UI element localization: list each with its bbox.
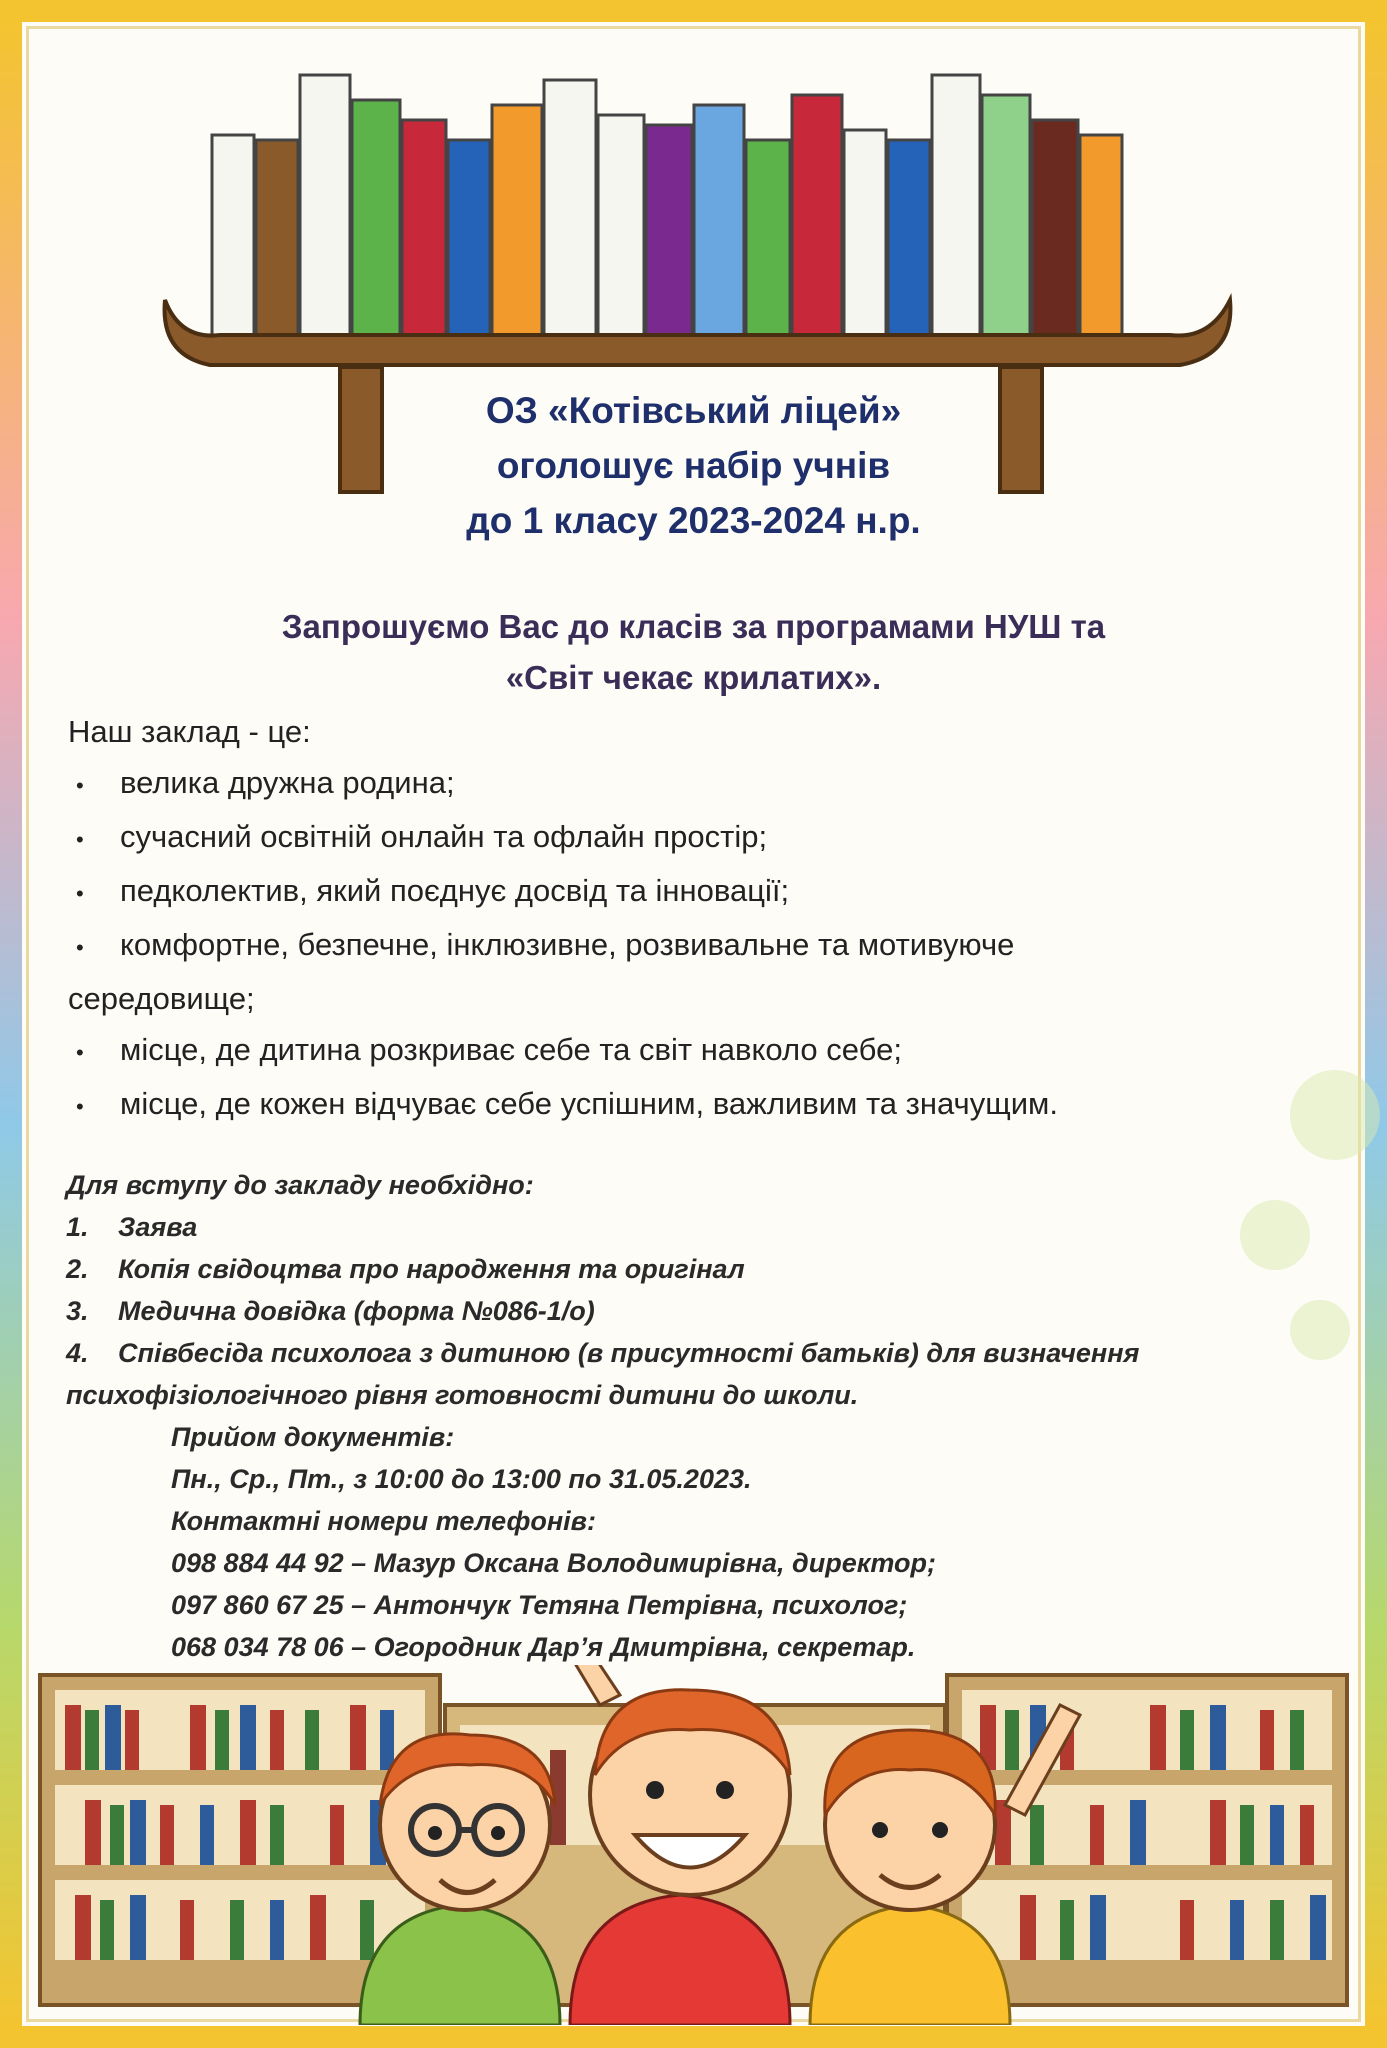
list-item [68, 919, 1328, 973]
contact-line: 098 884 44 92 – Мазур Оксана Володимирівна, директор; [171, 1548, 937, 1578]
bullet-icon: • [76, 827, 84, 852]
book [888, 140, 930, 350]
requirement-text: Копія свідоцтва про народження та оригінал [118, 1254, 745, 1284]
header-line-2: оголошує набір учнів [496, 445, 891, 486]
schedule-hours: Пн., Ср., Пт., з 10:00 до 13:00 по 31.05.2023. [171, 1464, 752, 1494]
book [598, 115, 644, 350]
book [746, 140, 790, 350]
book [212, 135, 254, 350]
about-item-text: сучасний освітній онлайн та офлайн простір; [120, 819, 768, 854]
contact-line: 097 860 67 25 – Антончук Тетяна Петрівна, психолог; [171, 1590, 908, 1620]
book [982, 95, 1030, 350]
schedule-heading: Прийом документів: [171, 1422, 455, 1452]
list-item [68, 865, 1328, 919]
about-item-text: комфортне, безпечне, інклюзивне, розвивальне та мотивуюче [120, 927, 1015, 962]
list-item [68, 811, 1328, 865]
book [792, 95, 842, 350]
book [694, 105, 744, 350]
list-item [66, 1206, 1326, 1248]
requirement-text: Заява [118, 1212, 198, 1242]
list-item [68, 757, 1328, 811]
header-block [0, 383, 1387, 548]
book [1080, 135, 1122, 350]
contacts-heading: Контактні номери телефонів: [171, 1506, 596, 1536]
item-number: 1. [66, 1212, 89, 1242]
bullet-icon: • [76, 935, 84, 960]
book [492, 105, 542, 350]
about-item-text: велика дружна родина; [120, 765, 455, 800]
about-item-text: місце, де дитина розкриває себе та світ навколо себе; [120, 1032, 902, 1067]
bullet-icon: • [76, 1040, 84, 1065]
book [402, 120, 446, 350]
invite-line-1: Запрошуємо Вас до класів за програмами НУШ та [281, 608, 1106, 645]
requirement-text: Співбесіда психолога з дитиною (в присутності батьків) для визначення [118, 1338, 1140, 1368]
item-number: 3. [66, 1296, 89, 1326]
bookcase-right [947, 1675, 1347, 2005]
bullet-icon: • [76, 881, 84, 906]
book [448, 140, 490, 350]
schedule-contacts [66, 1416, 1326, 1668]
invite-block [0, 601, 1387, 703]
header-line-3: до 1 класу 2023-2024 н.р. [466, 500, 921, 541]
about-item-text: місце, де кожен відчуває себе успішним, важливим та значущим. [120, 1086, 1058, 1121]
requirements-block [66, 1164, 1326, 1668]
library-children-illustration [30, 1665, 1357, 2025]
book [1032, 120, 1078, 350]
about-block [68, 706, 1328, 1132]
requirement-text: Медична довідка (форма №086-1/о) [118, 1296, 595, 1326]
about-intro: Наш заклад - це: [68, 714, 311, 749]
item-number: 4. [66, 1338, 89, 1368]
list-item [68, 1024, 1328, 1078]
item-number: 2. [66, 1254, 89, 1284]
list-item [66, 1290, 1326, 1332]
about-item-continuation: середовище; [68, 981, 255, 1016]
book [256, 140, 298, 350]
list-item [68, 1078, 1328, 1132]
bullet-icon: • [76, 773, 84, 798]
list-item [66, 1332, 1326, 1374]
requirement-continuation: психофізіологічного рівня готовності дитини до школи. [66, 1380, 859, 1410]
contact-line: 068 034 78 06 – Огородник Дар’я Дмитрівна, секретар. [171, 1632, 916, 1662]
book [932, 75, 980, 350]
about-item-text: педколектив, який поєднує досвід та інновації; [120, 873, 790, 908]
book [352, 100, 400, 350]
book [844, 130, 886, 350]
invite-line-2: «Світ чекає крилатих». [505, 659, 882, 696]
list-item [66, 1248, 1326, 1290]
book [544, 80, 596, 350]
requirements-heading: Для вступу до закладу необхідно: [66, 1170, 534, 1200]
header-line-1: ОЗ «Котівський ліцей» [485, 390, 902, 431]
book [300, 75, 350, 350]
bullet-icon: • [76, 1094, 84, 1119]
books-row [212, 75, 1122, 350]
book [646, 125, 692, 350]
